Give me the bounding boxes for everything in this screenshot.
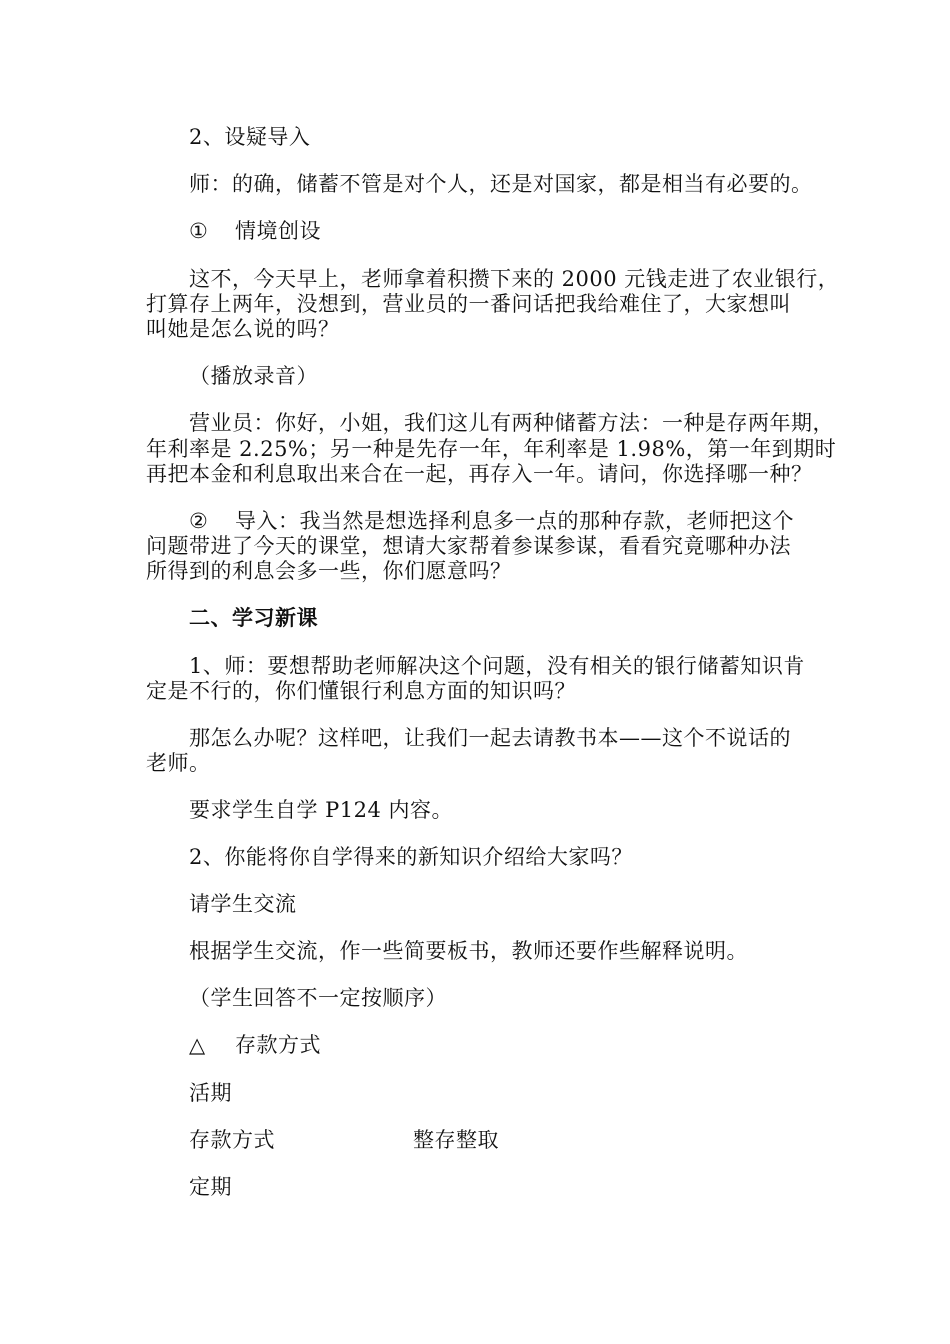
deposit-heading: [189, 1032, 321, 1058]
clerk-line-2: 年利率是 2.25%；另一种是先存一年，年利率是 1.98%，第一年到期时: [146, 437, 837, 461]
current-deposit-label: 活期: [189, 1081, 232, 1105]
teacher-remark: 师：的确，储蓄不管是对个人，还是对国家，都是相当有必要的。: [189, 172, 813, 196]
teacher-question-line-2: 定是不行的，你们懂银行利息方面的知识吗？: [146, 679, 576, 703]
board-note: 根据学生交流，作一些简要板书，教师还要作些解释说明。: [189, 939, 748, 963]
lead-line-1: [189, 508, 794, 534]
self-study-note: 要求学生自学 P124 内容。: [189, 798, 454, 822]
clerk-line-1: 营业员：你好，小姐，我们这儿有两种储蓄方法：一种是存两年期，: [189, 411, 834, 435]
exchange-note: 请学生交流: [189, 892, 297, 916]
intro-title: 2、设疑导入: [189, 125, 311, 149]
circled-two-marker: ②: [189, 509, 209, 533]
teacher-question-line-1: 1、师：要想帮助老师解决这个问题，没有相关的银行储蓄知识肯: [189, 654, 805, 678]
scene-title: 情境创设: [235, 219, 321, 243]
lead-line-2: 问题带进了今天的课堂，想请大家帮着参谋参谋，看看究竟哪种办法: [146, 534, 791, 558]
deposit-methods-label: 存款方式: [189, 1128, 275, 1152]
lead-line-3: 所得到的利息会多一些，你们愿意吗？: [146, 559, 512, 583]
story-line-1: 这不，今天早上，老师拿着积攒下来的 2000 元钱走进了农业银行，: [189, 267, 840, 291]
circled-one-marker: ①: [189, 219, 209, 243]
new-lesson-heading: 二、学习新课: [189, 605, 318, 630]
clerk-line-3: 再把本金和利息取出来合在一起，再存入一年。请问，你选择哪一种？: [146, 462, 813, 486]
recording-note: （播放录音）: [189, 364, 318, 388]
deposit-heading-text: 存款方式: [235, 1033, 321, 1057]
lead-line-1-text: 导入：我当然是想选择利息多一点的那种存款，老师把这个: [235, 509, 794, 533]
triangle-marker: △: [189, 1033, 206, 1057]
scene-heading: [189, 218, 321, 244]
lump-sum-label: 整存整取: [413, 1128, 499, 1152]
story-line-2: 打算存上两年，没想到，营业员的一番问话把我给难住了，大家想叫: [146, 292, 791, 316]
textbook-line-1: 那怎么办呢？这样吧，让我们一起去请教书本——这个不说话的: [189, 726, 791, 750]
order-note: （学生回答不一定按顺序）: [189, 986, 447, 1010]
share-question: 2、你能将你自学得来的新知识介绍给大家吗？: [189, 845, 633, 869]
textbook-line-2: 老师。: [146, 751, 211, 775]
story-line-3: 叫她是怎么说的吗？: [146, 317, 340, 341]
fixed-deposit-label: 定期: [189, 1175, 232, 1199]
